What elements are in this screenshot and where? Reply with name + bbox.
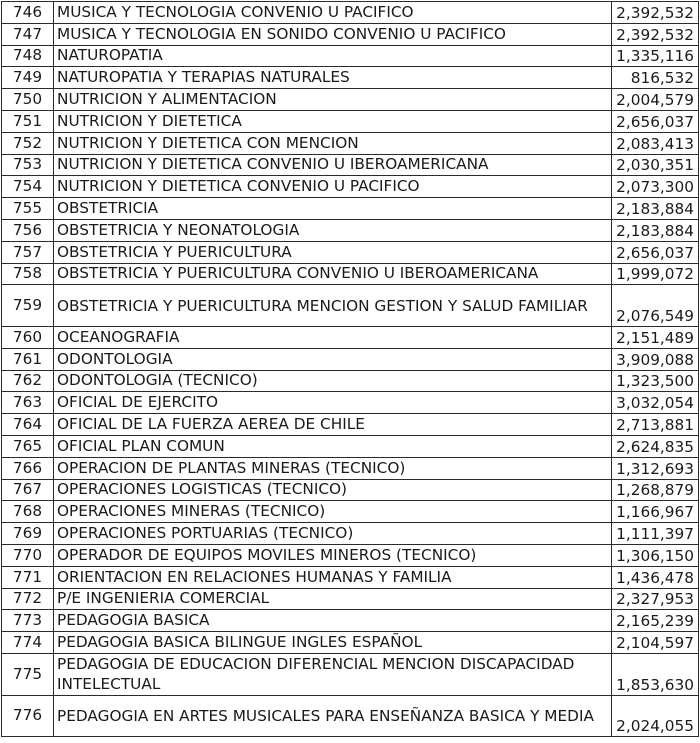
table-row <box>2 2 699 24</box>
amount-cell: 2,004,579 <box>612 89 699 111</box>
row-number-cell: 776 <box>2 695 54 737</box>
table-row <box>2 588 699 610</box>
career-name-cell: NUTRICION Y DIETETICA CON MENCION <box>54 132 612 154</box>
amount-cell: 2,392,532 <box>612 2 699 24</box>
table-row <box>2 176 699 198</box>
amount-cell: 2,165,239 <box>612 610 699 632</box>
table-row <box>2 435 699 457</box>
amount-cell: 2,024,055 <box>612 695 699 737</box>
row-number-cell: 755 <box>2 198 54 220</box>
table-row <box>2 479 699 501</box>
career-name-cell: NUTRICION Y DIETETICA CONVENIO U PACIFICO <box>54 176 612 198</box>
table-row <box>2 348 699 370</box>
table-row <box>2 67 699 89</box>
amount-cell: 1,436,478 <box>612 566 699 588</box>
career-name-cell: PEDAGOGIA EN ARTES MUSICALES PARA ENSEÑANZA BASICA Y MEDIA <box>54 695 612 737</box>
row-number-cell: 746 <box>2 2 54 24</box>
row-number-cell: 758 <box>2 263 54 285</box>
career-name-cell: OBSTETRICIA Y PUERICULTURA <box>54 241 612 263</box>
table-row <box>2 695 699 737</box>
career-name-cell: OPERACIONES MINERAS (TECNICO) <box>54 501 612 523</box>
table-row <box>2 154 699 176</box>
career-name-cell: ODONTOLOGIA (TECNICO) <box>54 370 612 392</box>
amount-cell: 2,624,835 <box>612 435 699 457</box>
row-number-cell: 775 <box>2 653 54 695</box>
amount-cell: 2,083,413 <box>612 132 699 154</box>
amount-cell: 1,853,630 <box>612 653 699 695</box>
row-number-cell: 772 <box>2 588 54 610</box>
career-name-cell: NUTRICION Y DIETETICA <box>54 110 612 132</box>
career-name-cell: NUTRICION Y DIETETICA CONVENIO U IBEROAMERICANA <box>54 154 612 176</box>
row-number-cell: 765 <box>2 435 54 457</box>
amount-cell: 2,073,300 <box>612 176 699 198</box>
amount-cell: 2,392,532 <box>612 23 699 45</box>
table-row <box>2 544 699 566</box>
row-number-cell: 774 <box>2 632 54 654</box>
table-row <box>2 392 699 414</box>
amount-cell: 2,183,884 <box>612 219 699 241</box>
row-number-cell: 750 <box>2 89 54 111</box>
career-name-cell: PEDAGOGIA BASICA <box>54 610 612 632</box>
table-row <box>2 285 699 327</box>
table-row <box>2 89 699 111</box>
amount-cell: 1,323,500 <box>612 370 699 392</box>
table-row <box>2 610 699 632</box>
amount-cell: 2,656,037 <box>612 241 699 263</box>
row-number-cell: 764 <box>2 414 54 436</box>
table-row <box>2 414 699 436</box>
career-name-cell: ODONTOLOGIA <box>54 348 612 370</box>
career-name-cell: PEDAGOGIA DE EDUCACION DIFERENCIAL MENCION DISCAPACIDAD INTELECTUAL <box>54 653 612 695</box>
table-row <box>2 370 699 392</box>
row-number-cell: 763 <box>2 392 54 414</box>
career-name-cell: OPERACIONES LOGISTICAS (TECNICO) <box>54 479 612 501</box>
amount-cell: 2,076,549 <box>612 285 699 327</box>
career-name-cell: OCEANOGRAFIA <box>54 326 612 348</box>
table-row <box>2 110 699 132</box>
career-name-cell: OBSTETRICIA Y PUERICULTURA CONVENIO U IBEROAMERICANA <box>54 263 612 285</box>
amount-cell: 1,306,150 <box>612 544 699 566</box>
career-name-cell: NATUROPATIA <box>54 45 612 67</box>
amount-cell: 1,111,397 <box>612 523 699 545</box>
amount-cell: 2,327,953 <box>612 588 699 610</box>
table-row <box>2 632 699 654</box>
amount-cell: 1,268,879 <box>612 479 699 501</box>
table-row <box>2 263 699 285</box>
table-row <box>2 132 699 154</box>
row-number-cell: 757 <box>2 241 54 263</box>
career-name-cell: NATUROPATIA Y TERAPIAS NATURALES <box>54 67 612 89</box>
row-number-cell: 752 <box>2 132 54 154</box>
career-name-cell: PEDAGOGIA BASICA BILINGUE INGLES ESPAÑOL <box>54 632 612 654</box>
career-name-cell: OFICIAL DE EJERCITO <box>54 392 612 414</box>
table-row <box>2 566 699 588</box>
amount-cell: 3,909,088 <box>612 348 699 370</box>
table-row <box>2 457 699 479</box>
row-number-cell: 760 <box>2 326 54 348</box>
row-number-cell: 762 <box>2 370 54 392</box>
career-name-cell: OBSTETRICIA Y NEONATOLOGIA <box>54 219 612 241</box>
amount-cell: 1,335,116 <box>612 45 699 67</box>
career-name-cell: ORIENTACION EN RELACIONES HUMANAS Y FAMILIA <box>54 566 612 588</box>
table-row <box>2 198 699 220</box>
row-number-cell: 768 <box>2 501 54 523</box>
row-number-cell: 747 <box>2 23 54 45</box>
table-row <box>2 241 699 263</box>
table-row <box>2 653 699 695</box>
career-name-cell: P/E INGENIERIA COMERCIAL <box>54 588 612 610</box>
row-number-cell: 751 <box>2 110 54 132</box>
career-name-cell: OPERACION DE PLANTAS MINERAS (TECNICO) <box>54 457 612 479</box>
row-number-cell: 766 <box>2 457 54 479</box>
amount-cell: 1,312,693 <box>612 457 699 479</box>
table-row <box>2 219 699 241</box>
career-name-cell: OBSTETRICIA Y PUERICULTURA MENCION GESTION Y SALUD FAMILIAR <box>54 285 612 327</box>
row-number-cell: 754 <box>2 176 54 198</box>
amount-cell: 1,166,967 <box>612 501 699 523</box>
career-name-cell: OPERACIONES PORTUARIAS (TECNICO) <box>54 523 612 545</box>
amount-cell: 2,030,351 <box>612 154 699 176</box>
amount-cell: 1,999,072 <box>612 263 699 285</box>
career-name-cell: MUSICA Y TECNOLOGIA EN SONIDO CONVENIO U PACIFICO <box>54 23 612 45</box>
row-number-cell: 771 <box>2 566 54 588</box>
career-name-cell: OFICIAL PLAN COMUN <box>54 435 612 457</box>
table-row <box>2 23 699 45</box>
career-name-cell: OBSTETRICIA <box>54 198 612 220</box>
amount-cell: 816,532 <box>612 67 699 89</box>
row-number-cell: 769 <box>2 523 54 545</box>
row-number-cell: 759 <box>2 285 54 327</box>
table-row <box>2 326 699 348</box>
amount-cell: 2,104,597 <box>612 632 699 654</box>
amount-cell: 2,151,489 <box>612 326 699 348</box>
row-number-cell: 749 <box>2 67 54 89</box>
amount-cell: 2,183,884 <box>612 198 699 220</box>
table-row <box>2 501 699 523</box>
career-name-cell: OPERADOR DE EQUIPOS MOVILES MINEROS (TECNICO) <box>54 544 612 566</box>
row-number-cell: 756 <box>2 219 54 241</box>
row-number-cell: 748 <box>2 45 54 67</box>
career-name-cell: MUSICA Y TECNOLOGIA CONVENIO U PACIFICO <box>54 2 612 24</box>
table-row <box>2 523 699 545</box>
table-body <box>2 2 699 737</box>
amount-cell: 2,713,881 <box>612 414 699 436</box>
row-number-cell: 761 <box>2 348 54 370</box>
row-number-cell: 753 <box>2 154 54 176</box>
row-number-cell: 767 <box>2 479 54 501</box>
table-row <box>2 45 699 67</box>
amount-cell: 2,656,037 <box>612 110 699 132</box>
career-cost-table <box>1 1 699 737</box>
amount-cell: 3,032,054 <box>612 392 699 414</box>
row-number-cell: 770 <box>2 544 54 566</box>
career-name-cell: OFICIAL DE LA FUERZA AEREA DE CHILE <box>54 414 612 436</box>
career-name-cell: NUTRICION Y ALIMENTACION <box>54 89 612 111</box>
row-number-cell: 773 <box>2 610 54 632</box>
